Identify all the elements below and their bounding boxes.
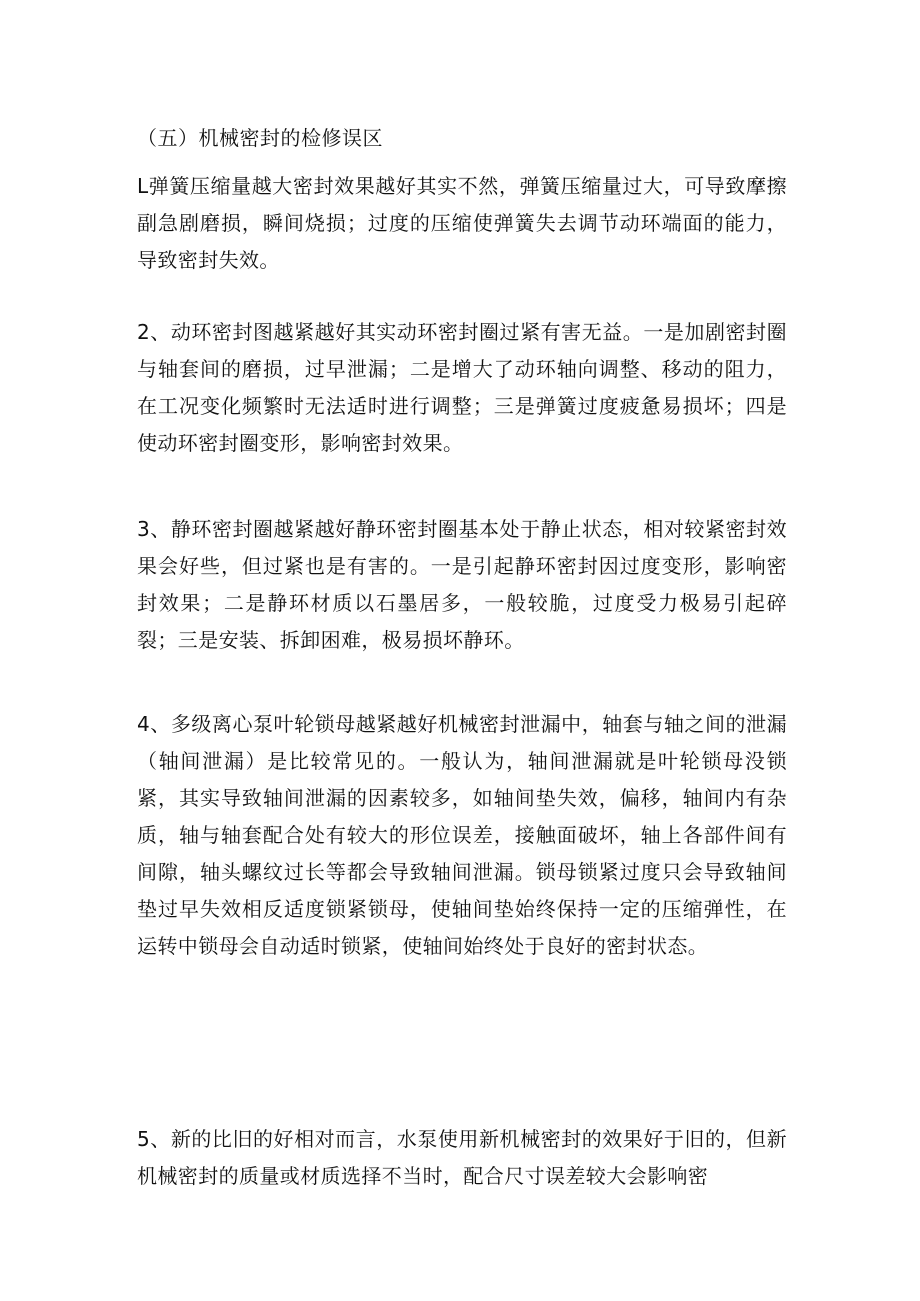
- paragraph-2: 2、动环密封图越紧越好其实动环密封圈过紧有害无益。一是加剧密封圈与轴套间的磨损，过早泄漏；二是增大了动环轴向调整、移动的阻力，在工况变化频繁时无法适时进行调整；三是弹簧过度疲惫易损坏；四是使动环密封圈变形，影响密封效果。: [137, 320, 787, 455]
- section-heading: （五）机械密封的检修误区: [137, 126, 383, 150]
- paragraph-3: 3、静环密封圈越紧越好静环密封圈基本处于静止状态，相对较紧密封效果会好些，但过紧也是有害的。一是引起静环密封因过度变形，影响密封效果；二是静环材质以石墨居多，一般较脆，过度受力极易引起碎裂；三是安装、拆卸困难，极易损坏静环。: [137, 517, 787, 652]
- paragraph-1: L弹簧压缩量越大密封效果越好其实不然，弹簧压缩量过大，可导致摩擦副急剧磨损，瞬间烧损；过度的压缩使弹簧失去调节动环端面的能力，导致密封失效。: [137, 174, 787, 272]
- paragraph-5: 5、新的比旧的好相对而言，水泵使用新机械密封的效果好于旧的，但新机械密封的质量或材质选择不当时，配合尺寸误差较大会影响密: [137, 1127, 787, 1188]
- paragraph-4: 4、多级离心泵叶轮锁母越紧越好机械密封泄漏中，轴套与轴之间的泄漏（轴间泄漏）是比较常见的。一般认为，轴间泄漏就是叶轮锁母没锁紧，其实导致轴间泄漏的因素较多，如轴间垫失效，偏移，轴间内有杂质，轴与轴套配合处有较大的形位误差，接触面破坏，轴上各部件间有间隙，轴头螺纹过长等都会导致轴间泄漏。锁母锁紧过度只会导致轴间垫过早失效相反适度锁紧锁母，使轴间垫始终保持一定的压缩弹性，在运转中锁母会自动适时锁紧，使轴间始终处于良好的密封状态。: [137, 712, 787, 958]
